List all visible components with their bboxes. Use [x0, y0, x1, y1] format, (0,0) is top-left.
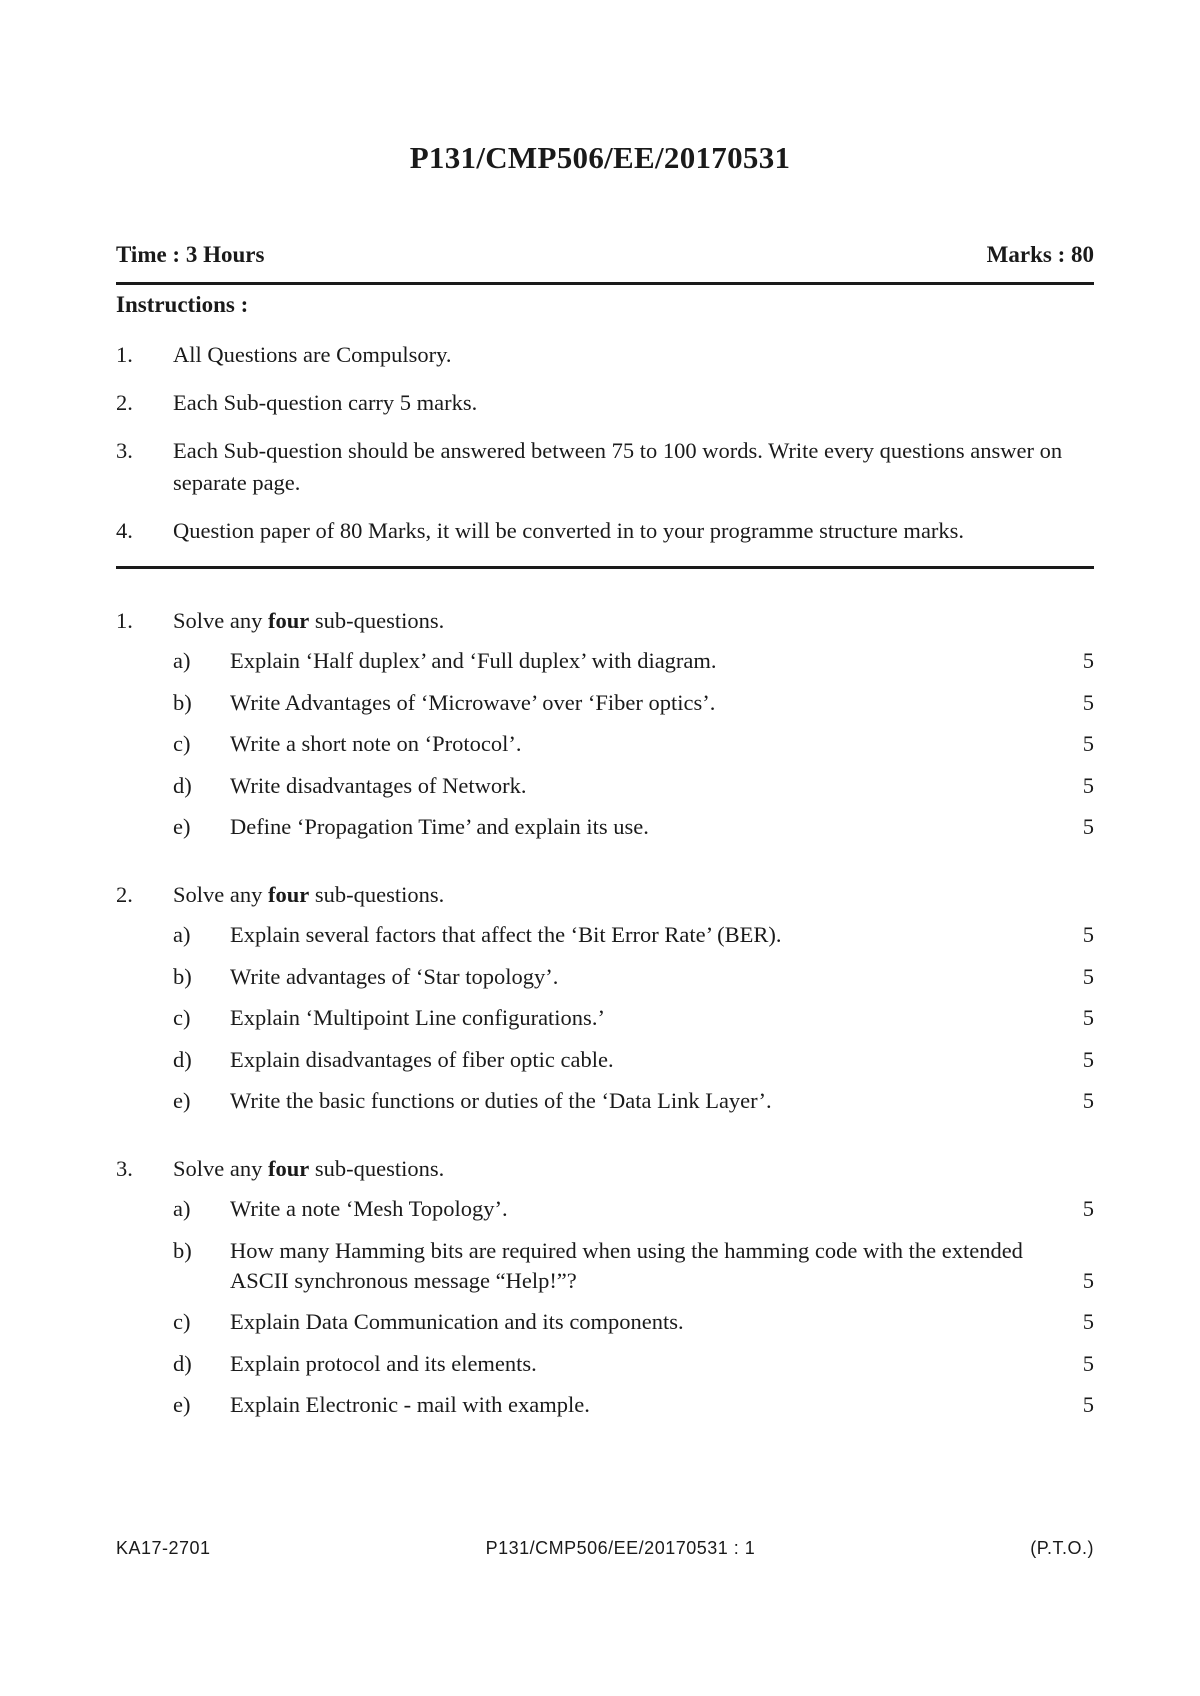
sub-question-label: b) [173, 1237, 192, 1263]
sub-question-marks: 5 [1082, 1088, 1094, 1113]
question-2 [116, 879, 1094, 1116]
sub-question-text: Write disadvantages of Network. [230, 772, 527, 798]
sub-question-marks: 5 [1082, 814, 1094, 839]
question-heading [116, 879, 1094, 911]
sub-question-label: a) [173, 1196, 191, 1221]
question-heading [116, 605, 1094, 637]
sub-question [173, 771, 1094, 801]
sub-question-marks: 5 [1082, 648, 1094, 673]
instruction-number: 4. [116, 518, 133, 543]
sub-question-label: c) [173, 1309, 191, 1334]
question-instruction-emphasis: four [268, 882, 310, 907]
footer-pto: (P.T.O.) [1030, 1538, 1094, 1558]
sub-question [173, 1349, 1094, 1379]
sub-question [173, 688, 1094, 718]
sub-question-marks: 5 [1082, 1005, 1094, 1030]
sub-question-text: Write advantages of ‘Star topology’. [230, 963, 559, 989]
page-footer [116, 1538, 1094, 1559]
instruction-text: Question paper of 80 Marks, it will be converted in to your programme structure marks. [173, 518, 965, 543]
sub-question-label: d) [173, 772, 192, 798]
sub-question-label: d) [173, 1350, 192, 1376]
sub-question [173, 729, 1094, 759]
sub-question-marks: 5 [1082, 1196, 1094, 1221]
sub-question-marks: 5 [1082, 1046, 1094, 1072]
sub-question-marks: 5 [1082, 689, 1094, 715]
sub-question-text: Write a short note on ‘Protocol’. [230, 731, 522, 756]
question-instruction [173, 879, 444, 911]
footer-page-reference: P131/CMP506/EE/20170531 : 1 [485, 1538, 756, 1558]
exam-time: Time : 3 Hours [116, 242, 265, 267]
instruction-item [116, 515, 1094, 547]
sub-question-label: b) [173, 963, 192, 989]
sub-question [173, 1045, 1094, 1075]
sub-question-marks: 5 [1082, 1267, 1094, 1293]
sub-question-text: How many Hamming bits are required when using the hamming code with the extended ASCII synchronous message “Help!”? [230, 1237, 1023, 1293]
question-number: 1. [116, 608, 133, 633]
sub-question-marks: 5 [1082, 963, 1094, 989]
sub-question [173, 920, 1094, 950]
sub-question-label: d) [173, 1046, 192, 1072]
footer-batch-code: KA17-2701 [116, 1538, 211, 1558]
sub-question-text: Explain protocol and its elements. [230, 1350, 537, 1376]
sub-question-text: Write Advantages of ‘Microwave’ over ‘Fiber optics’. [230, 689, 716, 715]
instruction-text: Each Sub-question carry 5 marks. [173, 390, 478, 415]
paper-code-title: P131/CMP506/EE/20170531 [409, 140, 791, 175]
instruction-number: 1. [116, 342, 133, 367]
question-instruction-prefix: Solve any [173, 882, 268, 907]
exam-marks: Marks : 80 [986, 242, 1094, 267]
question-instruction-suffix: sub-questions. [309, 882, 445, 907]
sub-question-marks: 5 [1082, 772, 1094, 798]
sub-question-text: Explain Electronic - mail with example. [230, 1392, 590, 1417]
instruction-number: 3. [116, 438, 133, 463]
divider-bottom [116, 566, 1094, 569]
question-instruction [173, 1153, 444, 1185]
instruction-text: All Questions are Compulsory. [173, 342, 452, 367]
question-number: 2. [116, 882, 133, 907]
question-instruction-prefix: Solve any [173, 608, 268, 633]
sub-question-text: Explain disadvantages of fiber optic cable. [230, 1046, 614, 1072]
sub-question-label: a) [173, 648, 191, 673]
instruction-item [116, 435, 1094, 499]
sub-question [173, 1003, 1094, 1033]
sub-question-text: Define ‘Propagation Time’ and explain its use. [230, 814, 649, 839]
sub-question [173, 1236, 1094, 1296]
instruction-item [116, 339, 1094, 371]
sub-question [173, 812, 1094, 842]
question-instruction-emphasis: four [268, 608, 310, 633]
questions-section [116, 605, 1094, 1457]
sub-question-marks: 5 [1082, 922, 1094, 947]
instruction-text: Each Sub-question should be answered between 75 to 100 words. Write every questions answer on separate page. [173, 438, 1063, 495]
sub-question [173, 646, 1094, 676]
sub-question-label: c) [173, 731, 191, 756]
instructions-heading: Instructions : [116, 292, 249, 317]
sub-question-label: e) [173, 1392, 191, 1417]
sub-question-text: Explain ‘Multipoint Line configurations.’ [230, 1005, 605, 1030]
sub-question [173, 1194, 1094, 1224]
sub-question-marks: 5 [1082, 1309, 1094, 1334]
sub-question [173, 1390, 1094, 1420]
sub-question [173, 1086, 1094, 1116]
question-3 [116, 1153, 1094, 1420]
question-instruction-prefix: Solve any [173, 1156, 268, 1181]
sub-question [173, 1307, 1094, 1337]
question-instruction-suffix: sub-questions. [309, 1156, 445, 1181]
question-instruction [173, 605, 444, 637]
question-heading [116, 1153, 1094, 1185]
sub-question-label: b) [173, 689, 192, 715]
sub-question-label: e) [173, 1088, 191, 1113]
divider-top [116, 282, 1094, 285]
question-number: 3. [116, 1156, 133, 1181]
question-1 [116, 605, 1094, 842]
question-instruction-emphasis: four [268, 1156, 310, 1181]
exam-meta-row [116, 242, 1094, 268]
sub-question-text: Explain ‘Half duplex’ and ‘Full duplex’ with diagram. [230, 648, 717, 673]
sub-question-label: e) [173, 814, 191, 839]
sub-question-text: Write a note ‘Mesh Topology’. [230, 1196, 508, 1221]
sub-question-marks: 5 [1082, 1350, 1094, 1376]
instructions-list [116, 339, 1094, 563]
instruction-item [116, 387, 1094, 419]
sub-question-label: c) [173, 1005, 191, 1030]
sub-question-text: Explain several factors that affect the ‘Bit Error Rate’ (BER). [230, 922, 782, 947]
question-instruction-suffix: sub-questions. [309, 608, 445, 633]
sub-question-marks: 5 [1082, 731, 1094, 756]
sub-question [173, 962, 1094, 992]
sub-question-text: Write the basic functions or duties of the ‘Data Link Layer’. [230, 1088, 772, 1113]
sub-question-marks: 5 [1082, 1392, 1094, 1417]
sub-question-label: a) [173, 922, 191, 947]
instruction-number: 2. [116, 390, 133, 415]
sub-question-text: Explain Data Communication and its components. [230, 1309, 684, 1334]
